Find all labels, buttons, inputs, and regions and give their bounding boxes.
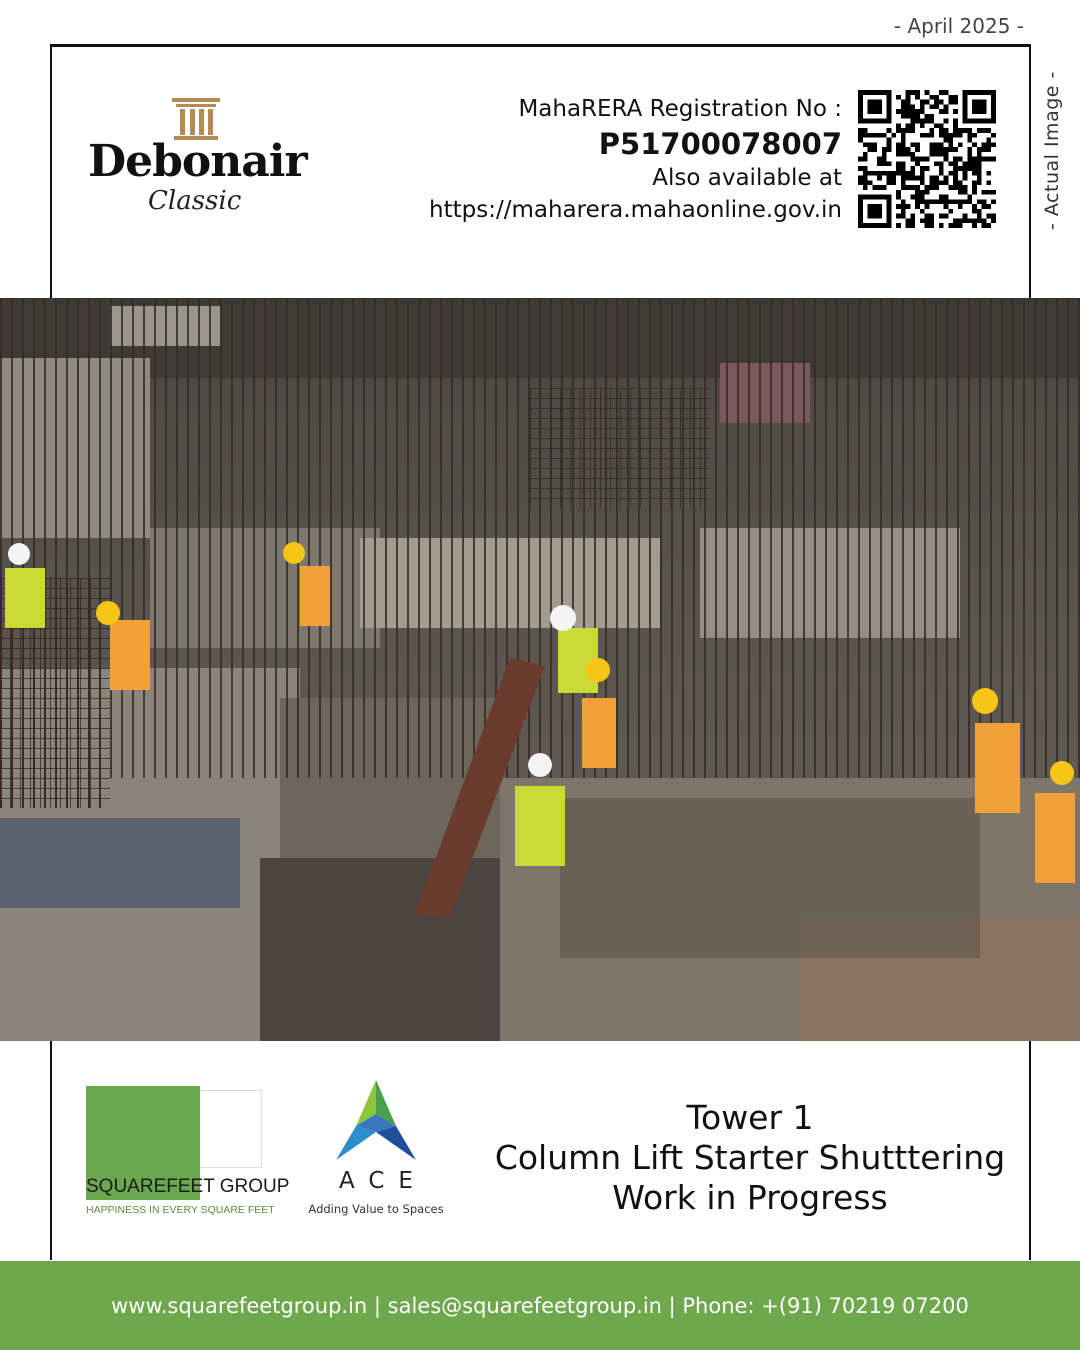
footer-bar [0,1261,1080,1350]
ace-tagline: Adding Value to Spaces [308,1202,444,1216]
ace-name: ACE [339,1168,427,1194]
squarefeet-tagline: HAPPINESS IN EVERY SQUARE FEET [86,1204,275,1216]
construction-site-photo [0,298,1080,1041]
rera-number: P51700078007 [598,127,842,161]
brand-sub: Classic [148,186,242,216]
actual-image-label: - Actual Image - [1041,71,1063,230]
rera-url[interactable]: https://maharera.mahaonline.gov.in [429,197,842,223]
squarefeet-name-part1: SQUAREFEET [86,1176,215,1197]
qr-code-icon [858,90,996,228]
rera-title: MahaRERA Registration No : [518,96,842,122]
footer-contact[interactable]: www.squarefeetgroup.in | sales@squarefeetgroup.in | Phone: +(91) 70219 07200 [111,1293,969,1318]
caption-line1: Tower 1 [686,1098,814,1137]
squarefeet-name [86,1176,289,1198]
date-label: - April 2025 - [893,14,1024,38]
debonair-logo [86,96,306,226]
squarefeet-name-part2: GROUP [219,1176,290,1197]
caption-block [470,1098,1030,1218]
rera-available: Also available at [652,165,842,191]
squarefeet-outline-square [200,1090,262,1168]
caption-line3: Work in Progress [612,1178,888,1217]
brand-name: Debonair [88,136,307,187]
site-illustration [0,298,1080,1041]
frame-top-border [50,44,1031,47]
rera-block [429,92,842,226]
ace-triangle-icon [326,1080,426,1162]
ace-logo [296,1080,456,1220]
caption-line2: Column Lift Starter Shutttering [494,1138,1006,1177]
squarefeet-logo [86,1086,290,1218]
